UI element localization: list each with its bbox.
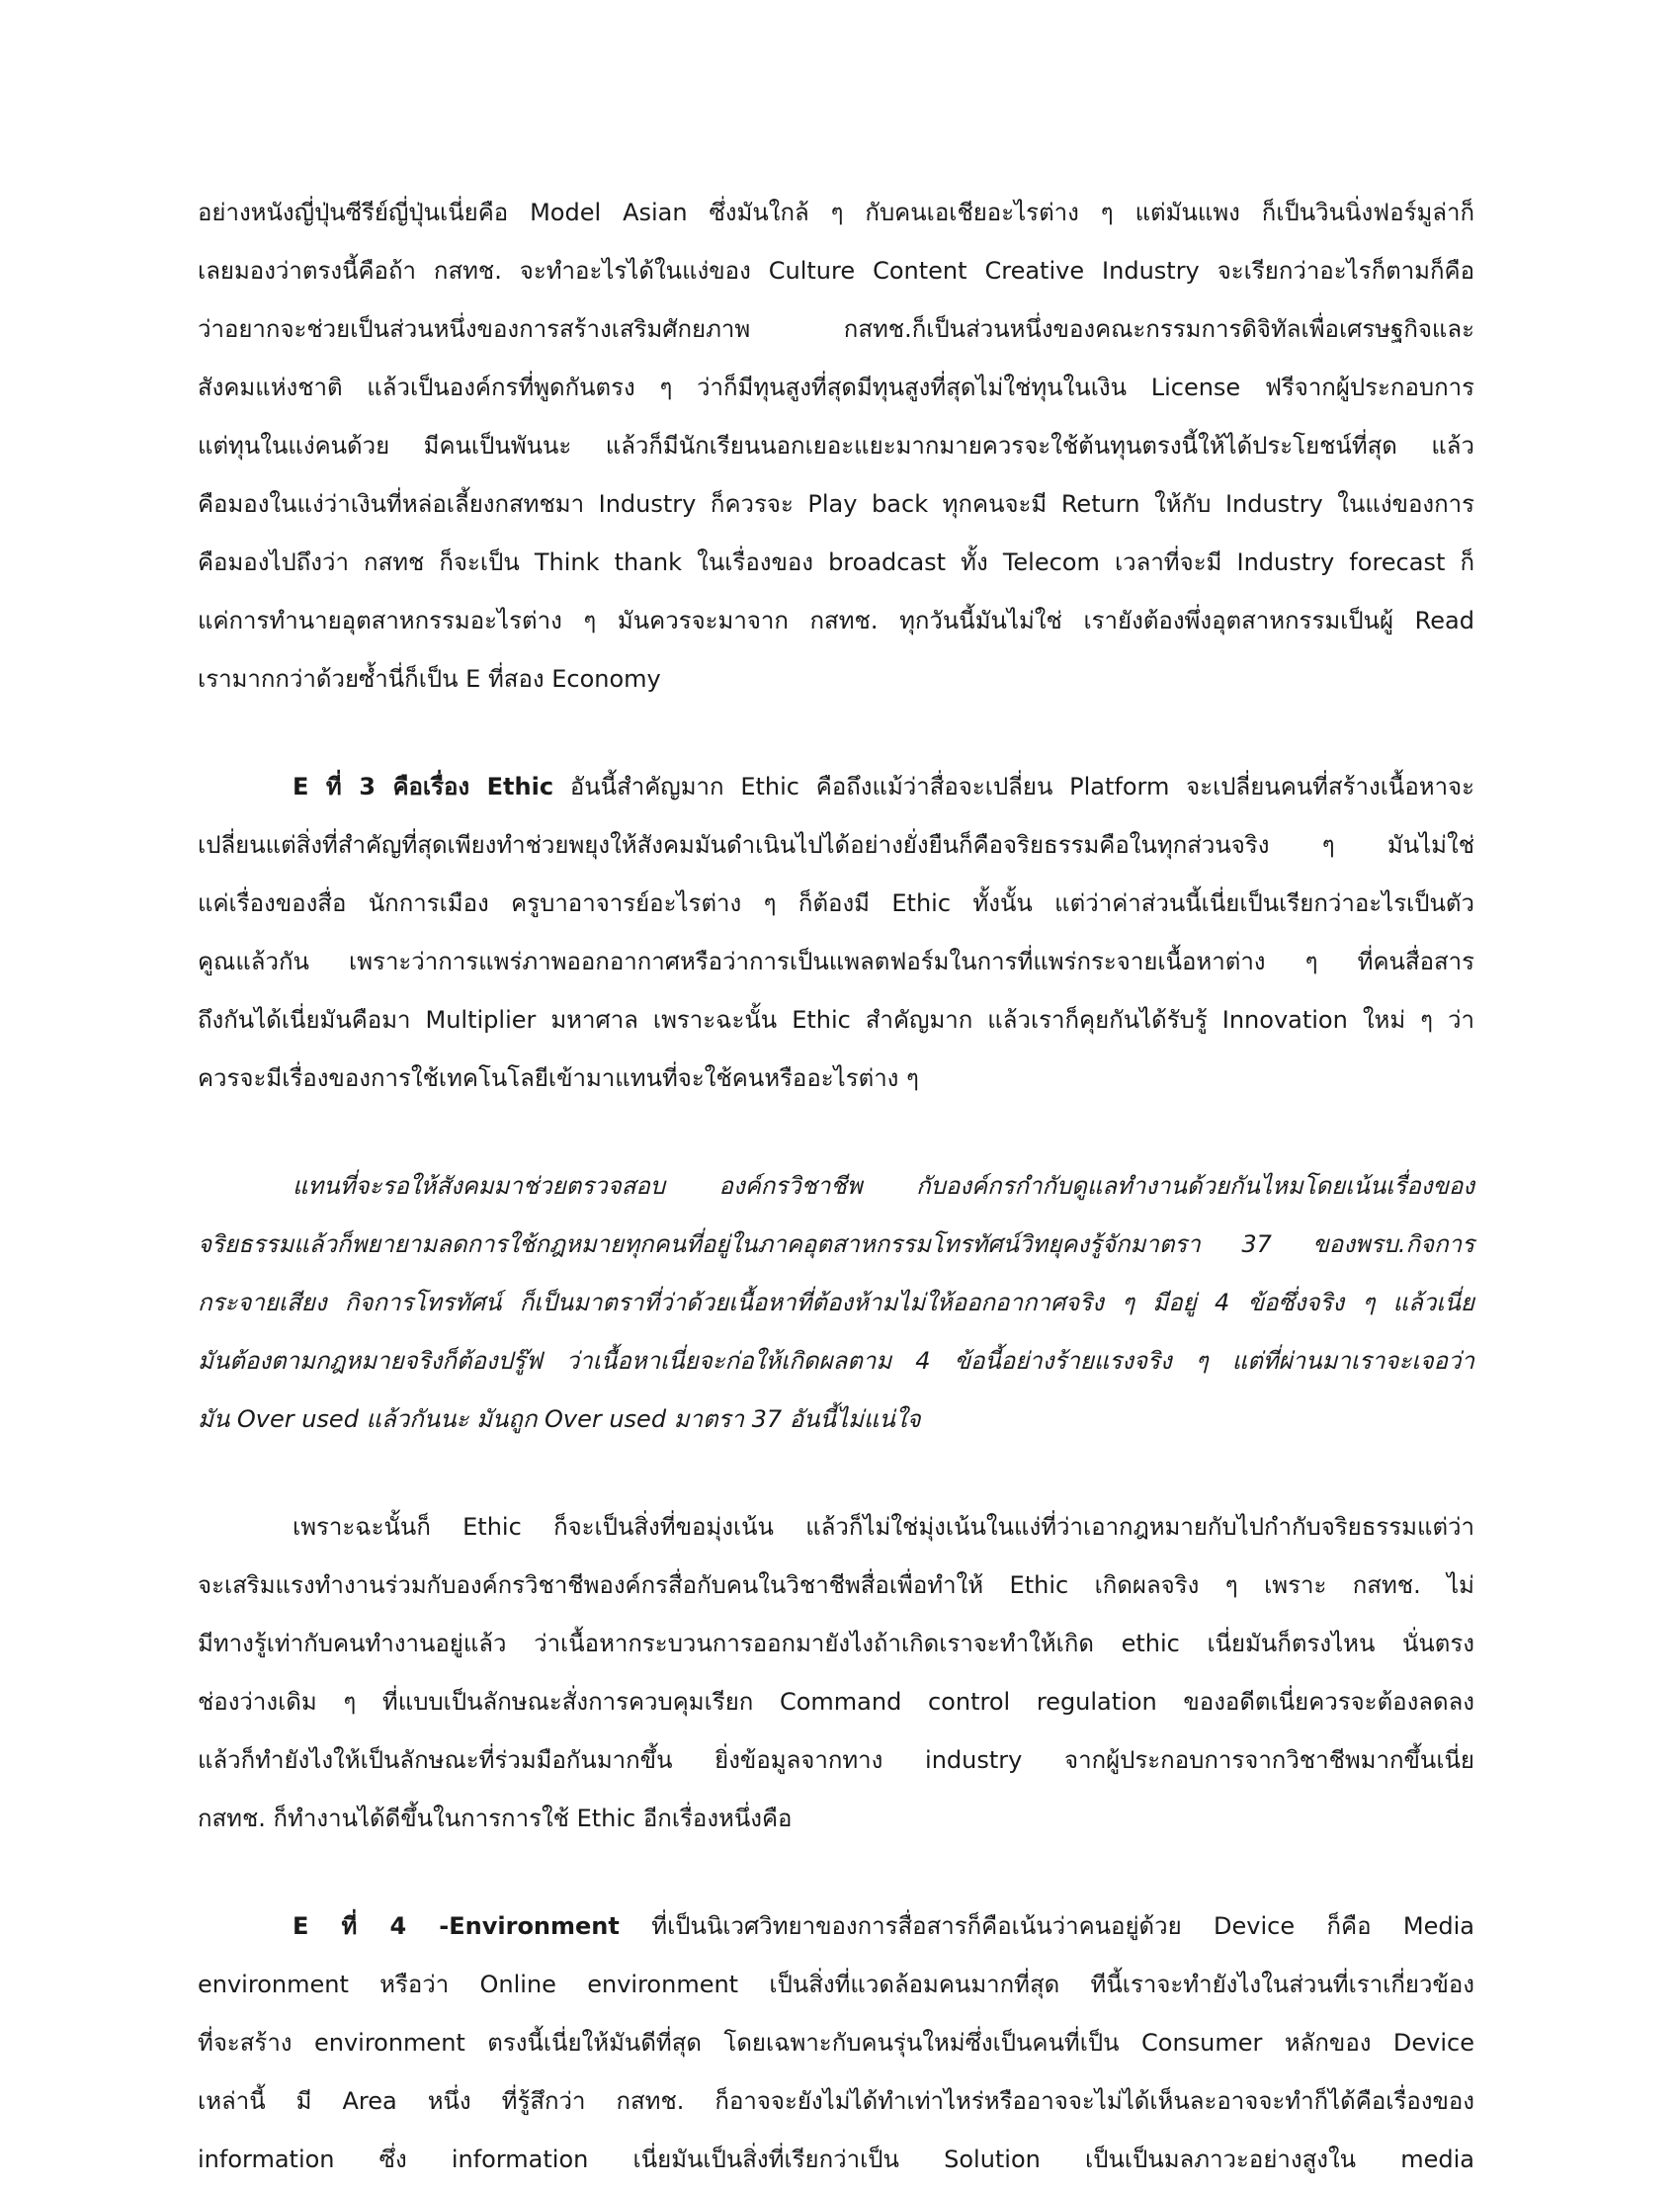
document-page — [198, 184, 1474, 2189]
text-line: ที่จะสร้าง environment ตรงนี้เนี่ยให้มันดีที่สุด โดยเฉพาะกับคนรุ่นใหม่ซึ่งเป็นคนที่เป็น Consumer หลักของ Device — [198, 2029, 1474, 2057]
section-heading-ethic: E ที่ 3 คือเรื่อง Ethic — [293, 773, 554, 800]
text-line: อย่างหนังญี่ปุ่นซีรีย์ญี่ปุ่นเนี่ยคือ Model Asian ซึ่งมันใกล้ ๆ กับคนเอเชียอะไรต่าง ๆ แต่มันแพง ก็เป็นวินนิ่งฟอร์มูล่าก็ — [198, 199, 1474, 226]
text-line — [198, 758, 1474, 816]
text-line: ว่าอยากจะช่วยเป็นส่วนหนึ่งของการสร้างเสริมศักยภาพ กสทช.ก็เป็นส่วนหนึ่งของคณะกรรมการดิจิทัลเพื่อเศรษฐกิจและ — [198, 315, 1474, 343]
text-line — [198, 1897, 1474, 1956]
paragraph-italic-quote — [198, 1157, 1474, 1449]
section-heading-environment: E ที่ 4 -Environment — [293, 1912, 620, 1940]
text-line: เลยมองว่าตรงนี้คือถ้า กสทช. จะทำอะไรได้ในแง่ของ Culture Content Creative Industry จะเรียกว่าอะไรก็ตามก็คือ — [198, 257, 1474, 285]
text-line: จะเสริมแรงทำงานร่วมกับองค์กรวิชาชีพองค์กรสื่อกับคนในวิชาชีพสื่อเพื่อทำให้ Ethic เกิดผลจริง ๆ เพราะ กสทช. ไม่ — [198, 1571, 1475, 1599]
text-line: แค่เรื่องของสื่อ นักการเมือง ครูบาอาจารย์อะไรต่าง ๆ ก็ต้องมี Ethic ทั้งนั้น แต่ว่าค่าส่วนนี้เนี่ยเป็นเรียกว่าอะไรเป็นตัว — [198, 889, 1474, 917]
text-line: กระจายเสียง กิจการโทรทัศน์ ก็เป็นมาตราที่ว่าด้วยเนื้อหาที่ต้องห้ามไม่ให้ออกอากาศจริง ๆ มีอยู่ 4 ข้อซึ่งจริง ๆ แล้วเนี่ย — [198, 1289, 1474, 1316]
paragraph-ethic-focus — [198, 1498, 1474, 1848]
text-line: แค่การทำนายอุตสาหกรรมอะไรต่าง ๆ มันควรจะมาจาก กสทช. ทุกวันนี้มันไม่ใช่ เรายังต้องพึ่งอุตสาหกรรมเป็นผู้ Read — [198, 607, 1474, 634]
paragraph-environment — [198, 1897, 1474, 2189]
text-line: จริยธรรมแล้วก็พยายามลดการใช้กฎหมายทุกคนที่อยู่ในภาคอุตสาหกรรมโทรทัศน์วิทยุคงรู้จักมาตรา 37 ของพรบ.กิจการ — [198, 1230, 1474, 1258]
paragraph-gap — [198, 1848, 1474, 1897]
text-line: แล้วก็ทำยังไงให้เป็นลักษณะที่ร่วมมือกันมากขึ้น ยิ่งข้อมูลจากทาง industry จากผู้ประกอบการจากวิชาชีพมากขึ้นเนี่ย — [198, 1746, 1474, 1774]
text-line: ถึงกันได้เนี่ยมันคือมา Multiplier มหาศาล เพราะฉะนั้น Ethic สำคัญมาก แล้วเราก็คุยกันได้รับรู้ Innovation ใหม่ ๆ ว่า — [198, 1006, 1474, 1034]
text-line: เรามากกว่าด้วยซ้ำนี่ก็เป็น E ที่สอง Economy — [198, 665, 661, 693]
text-line: ช่องว่างเดิม ๆ ที่แบบเป็นลักษณะสั่งการควบคุมเรียก Command control regulation ของอดีตเนี่ยควรจะต้องลดลง — [198, 1688, 1474, 1716]
text-line: ควรจะมีเรื่องของการใช้เทคโนโลยีเข้ามาแทนที่จะใช้คนหรืออะไรต่าง ๆ — [198, 1064, 919, 1092]
text-line: สังคมแห่งชาติ แล้วเป็นองค์กรที่พูดกันตรง ๆ ว่าก็มีทุนสูงที่สุดมีทุนสูงที่สุดไม่ใช่ทุนในเงิน License ฟรีจากผู้ประกอบการ — [198, 374, 1474, 401]
paragraph-gap — [198, 1449, 1474, 1498]
text-line: แทนที่จะรอให้สังคมมาช่วยตรวจสอบ องค์กรวิชาชีพ กับองค์กรกำกับดูแลทำงานด้วยกันไหมโดยเน้นเรื่องของ — [293, 1172, 1474, 1200]
paragraph-economy — [198, 184, 1474, 709]
text-line: เปลี่ยนแต่สิ่งที่สำคัญที่สุดเพียงทำช่วยพยุงให้สังคมมันดำเนินไปได้อย่างยั่งยืนก็คือจริยธรรมคือในทุกส่วนจริง ๆ มันไม่ใช่ — [198, 831, 1474, 859]
text-run: อันนี้สำคัญมาก Ethic คือถึงแม้ว่าสื่อจะเปลี่ยน Platform จะเปลี่ยนคนที่สร้างเนื้อหาจะ — [553, 773, 1475, 800]
text-line: กสทช. ก็ทำงานได้ดีขึ้นในการการใช้ Ethic อีกเรื่องหนึ่งคือ — [198, 1805, 793, 1832]
text-line: มันต้องตามกฎหมายจริงก็ต้องปรู๊ฟ ว่าเนื้อหาเนี่ยจะก่อให้เกิดผลตาม 4 ข้อนี้อย่างร้ายแรงจริง ๆ แต่ที่ผ่านมาเราจะเจอว่า — [198, 1347, 1474, 1375]
text-line: มัน Over used แล้วกันนะ มันถูก Over used มาตรา 37 อันนี้ไม่แน่ใจ — [198, 1405, 921, 1433]
text-line: information ซึ่ง information เนี่ยมันเป็นสิ่งที่เรียกว่าเป็น Solution เป็นเป็นมลภาวะอย่างสูงใน media — [198, 2146, 1474, 2173]
text-line: มีทางรู้เท่ากับคนทำงานอยู่แล้ว ว่าเนื้อหากระบวนการออกมายังไงถ้าเกิดเราจะทำให้เกิด ethic เนี่ยมันก็ตรงไหน นั่นตรง — [198, 1630, 1474, 1657]
text-line: คือมองไปถึงว่า กสทช ก็จะเป็น Think thank ในเรื่องของ broadcast ทั้ง Telecom เวลาที่จะมี Industry forecast ก็ — [198, 548, 1474, 576]
text-line: เพราะฉะนั้นก็ Ethic ก็จะเป็นสิ่งที่ขอมุ่งเน้น แล้วก็ไม่ใช่มุ่งเน้นในแง่ที่ว่าเอากฎหมายกับไปกำกับจริยธรรมแต่ว่า — [293, 1513, 1474, 1541]
text-line: environment หรือว่า Online environment เป็นสิ่งที่แวดล้อมคนมากที่สุด ทีนี้เราจะทำยังไงในส่วนที่เราเกี่ยวข้อง — [198, 1971, 1474, 1998]
text-run: ที่เป็นนิเวศวิทยาของการสื่อสารก็คือเน้นว่าคนอยู่ด้วย Device ก็คือ Media — [619, 1912, 1475, 1940]
text-line: เหล่านี้ มี Area หนึ่ง ที่รู้สึกว่า กสทช. ก็อาจจะยังไม่ได้ทำเท่าไหร่หรืออาจจะไม่ได้เห็นละอาจจะทำก็ได้คือเรื่องของ — [198, 2087, 1474, 2115]
text-line: คูณแล้วกัน เพราะว่าการแพร่ภาพออกอากาศหรือว่าการเป็นแพลตฟอร์มในการที่แพร่กระจายเนื้อหาต่าง ๆ ที่คนสื่อสาร — [198, 948, 1474, 975]
paragraph-gap — [198, 1108, 1474, 1157]
paragraph-gap — [198, 709, 1474, 758]
text-line: คือมองในแง่ว่าเงินที่หล่อเลี้ยงกสทชมา Industry ก็ควรจะ Play back ทุกคนจะมี Return ให้กับ Industry ในแง่ของการ — [198, 490, 1474, 518]
text-line: แต่ทุนในแง่คนด้วย มีคนเป็นพันนะ แล้วก็มีนักเรียนนอกเยอะแยะมากมายควรจะใช้ต้นทุนตรงนี้ให้ได้ประโยชน์ที่สุด แล้ว — [198, 432, 1474, 460]
paragraph-ethic — [198, 758, 1474, 1108]
